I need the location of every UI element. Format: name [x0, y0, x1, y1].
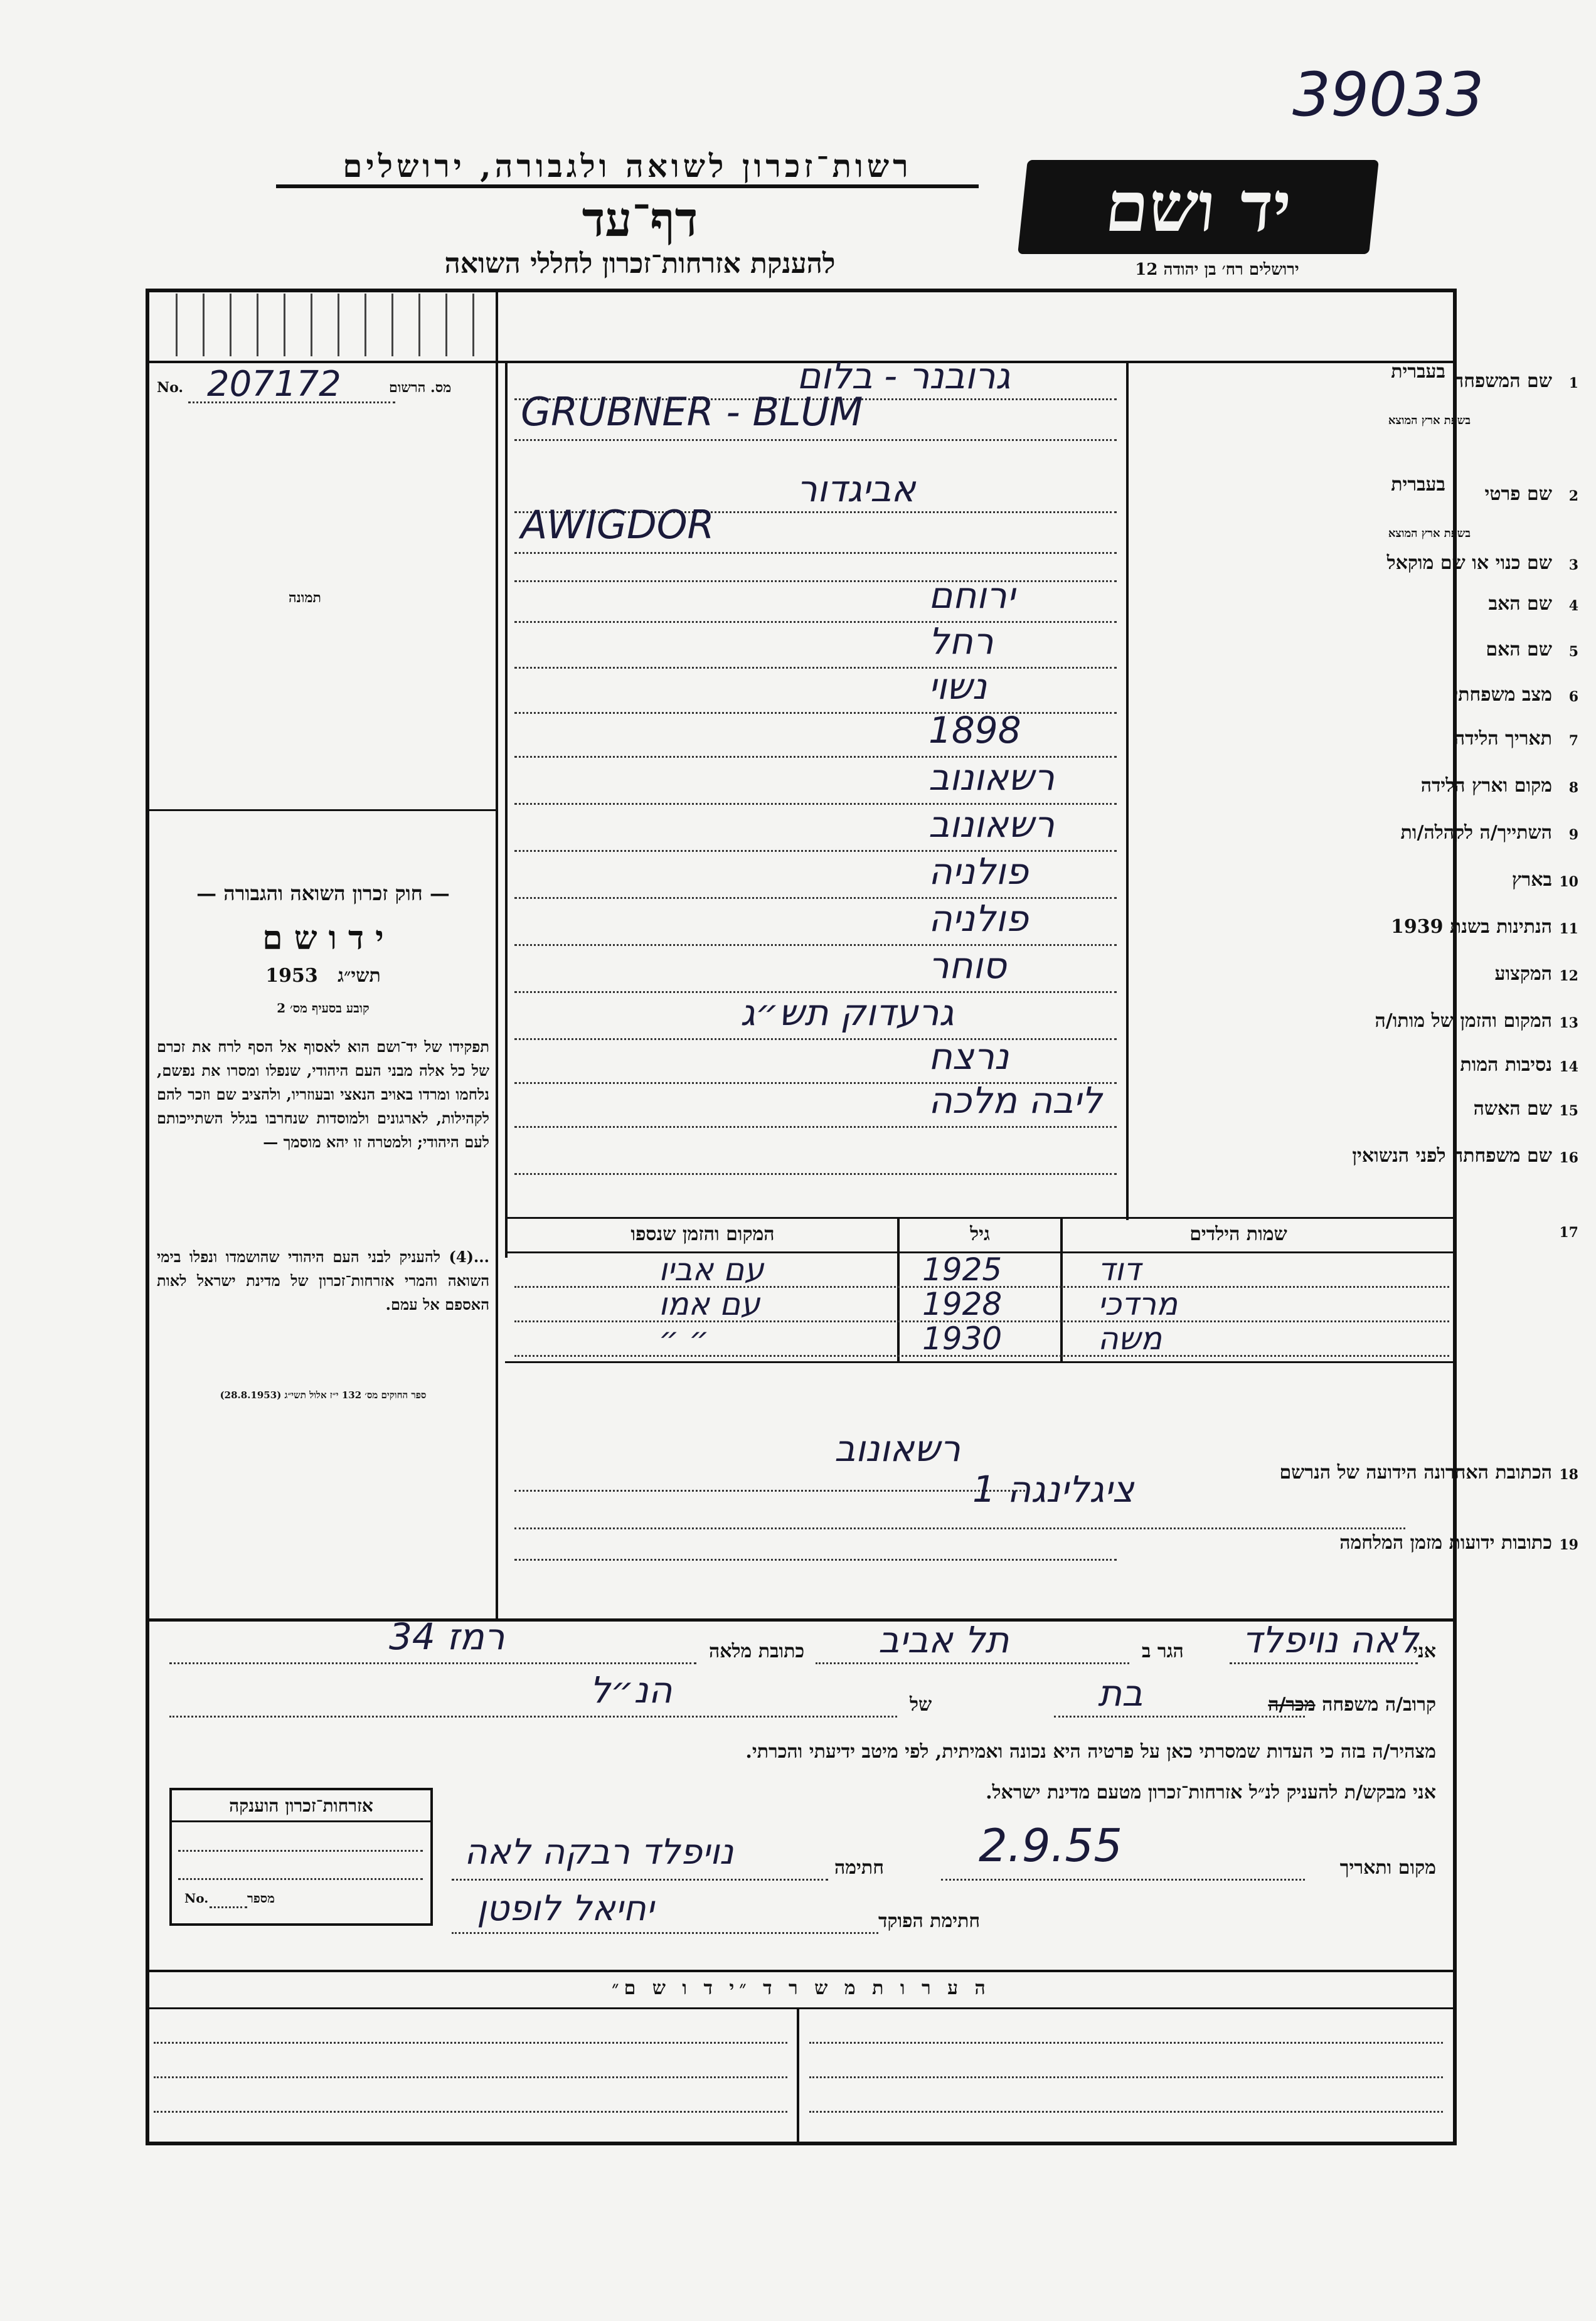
law-year: 1953: [265, 965, 318, 987]
field-number: 3: [1568, 557, 1578, 573]
authority-title: רשות־זכרון לשואה ולגבורה, ירושלים: [276, 147, 979, 188]
declaration-2: אני מבקש/ת להעניק לנ״ל אזרחות־זכרון מטעם מדינת ישראל.: [986, 1782, 1436, 1803]
field-label: המקצוע: [1494, 963, 1552, 985]
last-address-value: רשאונוב: [834, 1427, 960, 1470]
place-date-label: מקום ותאריך: [1339, 1857, 1436, 1879]
field-value: נרצח: [928, 1035, 1009, 1078]
child-place: עם אמו: [659, 1286, 760, 1322]
field-value: פולניה: [928, 850, 1029, 893]
field-value-latin: GRUBNER - BLUM: [521, 389, 863, 435]
last-address-label: הכתובת האחרונה הידועה של הנרשם: [1279, 1462, 1552, 1484]
of-label: של: [910, 1694, 932, 1716]
reg-prefix: No.: [157, 380, 184, 396]
declarant-signature: נויפלד רבקה לאה: [464, 1832, 734, 1872]
field-value: רשאונוב: [928, 756, 1055, 799]
field-number-18: 18: [1559, 1467, 1578, 1483]
field-sublabel-origin: בשפת ארץ המוצא: [1388, 414, 1471, 427]
field-number: 9: [1568, 827, 1578, 843]
field-number-17: 17: [1559, 1224, 1578, 1241]
declarant-name: לאה נויפלד: [1242, 1618, 1418, 1661]
grant-box-no: No.: [184, 1891, 209, 1906]
field-value: גרובנר - בלום: [797, 354, 1011, 397]
field-number: 8: [1568, 780, 1578, 796]
law-year-row: [157, 965, 489, 987]
children-names-header: שמות הילדים: [1189, 1223, 1287, 1245]
field-sublabel-hebrew: בעברית: [1391, 474, 1445, 496]
child-place: ״ ״: [659, 1320, 710, 1357]
field-label: המקום והזמן של מותו/ה: [1375, 1010, 1552, 1032]
field-value: 1898: [928, 709, 1021, 752]
field-number: 12: [1559, 968, 1578, 984]
of-value: הנ״ל: [590, 1669, 673, 1711]
field-sublabel-hebrew: בעברית: [1391, 361, 1445, 383]
child-name: מרדכי: [1098, 1286, 1178, 1322]
office-notes-title: ה ע ר ו ת מ ש ר ד ״י ד ו ש ם״: [612, 1977, 991, 1999]
field-label: בארץ: [1511, 869, 1552, 891]
field-number: 1: [1568, 375, 1578, 391]
photo-strip: [151, 294, 492, 356]
field-number: 7: [1568, 733, 1578, 749]
form-subtitle: להענקת אזרחות־זכרון לחללי השואה: [444, 248, 836, 280]
declaration-1: מצהיר/ה בזה כי העדות שמסרתי כאן על פרטיה היא נכונה ואמיתית, לפי מיטב ידיעתי והכרתי.: [745, 1741, 1436, 1763]
law-text: תפקידו של יד־ושם הוא לאסוף אל הסף לרח את זכרם של כל אלה מבני העם היהודי, שנפלו ומסרו את נפשם, נלחמו ומרדו באויב הנאצי ובעוזריו, ולהציב שם וזכר להם לקהילות, לארגונים ולמוסדות שנחרבו בגלל השתייכותם לעם היהודי; ולמטרה זו יהא מוסמך —: [157, 1038, 489, 1151]
yad-vashem-logo: יד ושם: [1018, 160, 1379, 254]
field-label: שם האם: [1486, 639, 1552, 661]
grant-box-number-label: מספר: [247, 1891, 275, 1906]
grant-box: [169, 1788, 433, 1926]
field-label: שם כנוי או שם מוקאל: [1386, 552, 1552, 574]
relation-row: [1268, 1694, 1436, 1716]
field-sublabel-origin: בשפת ארץ המוצא: [1388, 527, 1471, 540]
address-line: ירושלים רח׳ בן יהודה 12: [1135, 260, 1299, 279]
field-value: רשאונוב: [928, 803, 1055, 846]
declarant-resident-label: הגר ב: [1142, 1640, 1184, 1662]
field-label: שם האב: [1488, 593, 1552, 615]
field-label: שם פרטי: [1484, 483, 1552, 505]
law-year-heb: תשי״ג: [338, 965, 381, 987]
reg-number: 207172: [207, 364, 341, 405]
photo-label: תמונה: [289, 590, 321, 606]
field-value: ליבה מלכה: [928, 1079, 1102, 1122]
law-title: — חוק זכרון השואה והגבורה —: [196, 881, 450, 905]
declarant-address-label: כתובת מלאה: [709, 1640, 805, 1662]
field-label: מקום וארץ הלידה: [1420, 775, 1552, 797]
declarant-ani: אני: [1413, 1640, 1436, 1662]
officer-signature: יחיאל לופטן: [477, 1888, 654, 1929]
field-value-latin: AWIGDOR: [521, 502, 715, 548]
relation-struck: מכר/ה: [1268, 1694, 1316, 1716]
relation-label: קרוב/ה משפחה: [1322, 1694, 1436, 1716]
field-value: אביגדור: [797, 467, 916, 510]
field-label: נסיבות המות: [1460, 1054, 1552, 1076]
field-number: 2: [1568, 488, 1578, 504]
field-number: 4: [1568, 598, 1578, 614]
field-label: הנתינות בשנת 1939: [1390, 916, 1552, 938]
field-number: 15: [1559, 1103, 1578, 1119]
officer-label: חתימת הפוקד: [878, 1910, 981, 1932]
relation-value: בת: [1098, 1672, 1143, 1714]
field-number: 11: [1559, 921, 1578, 937]
field-number: 5: [1568, 644, 1578, 660]
field-value: רחל: [928, 620, 994, 662]
field-number: 10: [1559, 874, 1578, 890]
field-label: מצב משפחתי: [1453, 684, 1552, 706]
field-label: שם משפחתה לפני הנשואין: [1352, 1145, 1552, 1167]
wartime-address-label: כתובות ידועות מזמן המלחמה: [1339, 1532, 1552, 1554]
field-value: פולניה: [928, 897, 1029, 940]
children-age-header: גיל: [970, 1223, 990, 1245]
field-value: ירוחם: [928, 574, 1015, 617]
field-value: סוחר: [928, 944, 1007, 987]
field-value: גרעדוק תש״ג: [740, 991, 954, 1034]
child-age: 1930: [922, 1320, 1003, 1357]
field-number: 14: [1559, 1059, 1578, 1075]
form-title: דף־עד: [582, 191, 698, 247]
law-ref: ספר החוקים מס׳ 132 י״ז אלול תשי״ג (28.8.1953): [220, 1389, 427, 1401]
reg-label: מס. הרשום: [389, 380, 452, 396]
child-name: משה: [1098, 1320, 1162, 1357]
field-label: השתייך/ה לקהלה/ות: [1400, 822, 1552, 844]
field-label: תאריך הלידה: [1454, 728, 1552, 750]
field-number: 6: [1568, 689, 1578, 705]
declarant-city: תל אביב: [878, 1618, 1009, 1661]
child-age: 1925: [922, 1251, 1003, 1288]
field-number-19: 19: [1559, 1537, 1578, 1553]
child-name: דוד: [1098, 1251, 1141, 1288]
declaration-date: 2.9.55: [979, 1819, 1123, 1872]
field-value: נשוי: [928, 665, 987, 708]
law-text-2: ...(4) להעניק לבני העם היהודי שהושמדו ונפלו בימי השואה והמרי אזרחות־זכרון של מדינת ישראל לאות האספם אל עמם.: [157, 1248, 489, 1314]
signature-label: חתימה: [834, 1857, 884, 1879]
child-age: 1928: [922, 1286, 1003, 1322]
children-place-header: המקום והזמן שנספו: [630, 1223, 775, 1245]
field-number: 16: [1559, 1150, 1578, 1166]
grant-box-title: אזרחות־זכרון הוענקה: [172, 1795, 430, 1822]
law-section: קובע בסעיף מס׳ 2: [277, 1001, 370, 1016]
field-label: שם האשה: [1473, 1098, 1552, 1120]
field-number: 13: [1559, 1015, 1578, 1031]
archive-number: 39033: [1292, 60, 1484, 130]
last-address-value-2: ציגלינגה 1: [972, 1468, 1134, 1511]
declarant-address: רמז 34: [389, 1615, 505, 1658]
child-place: עם אביו: [659, 1251, 764, 1288]
law-name: י ד ו ש ם: [262, 919, 384, 957]
field-label: שם המשפחה: [1452, 370, 1552, 392]
